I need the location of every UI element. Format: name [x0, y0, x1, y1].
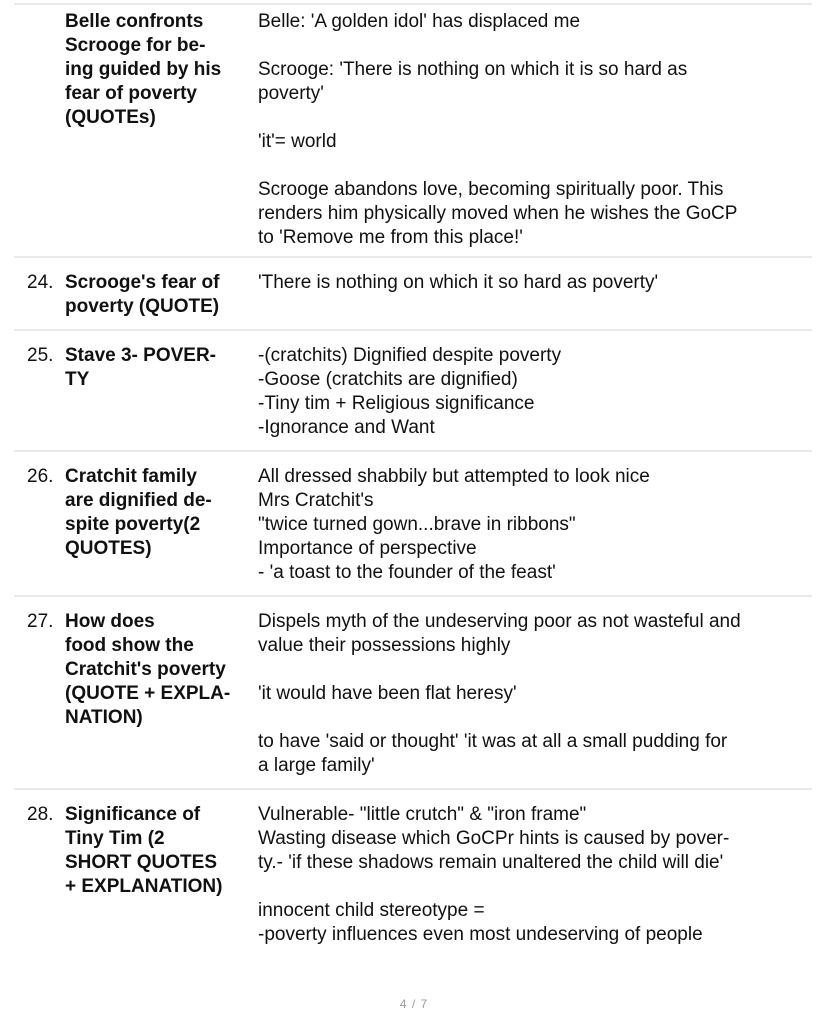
text-line: 'There is nothing on which it so hard as poverty' [258, 272, 659, 293]
text-line: Importance of perspective [258, 538, 477, 559]
term-title [65, 610, 258, 778]
study-set-document-page [0, 3, 828, 1011]
text-line: Belle confronts [65, 11, 204, 32]
text-line: "twice turned gown...brave in ribbons" [258, 514, 576, 535]
flashcard-row [14, 597, 812, 790]
text-line [258, 106, 812, 130]
text-line: NATION) [65, 707, 143, 728]
row-number: 25. [27, 345, 54, 366]
text-line: Scrooge's fear of [65, 272, 220, 293]
text-line: -(cratchits) Dignified despite poverty [258, 345, 562, 366]
text-line: poverty' [258, 83, 324, 104]
text-line: 'it'= world [258, 131, 337, 152]
text-line: SHORT QUOTES [65, 852, 218, 873]
text-line: -Ignorance and Want [258, 417, 435, 438]
text-line: + EXPLANATION) [65, 876, 223, 897]
text-line: ty.- 'if these shadows remain unaltered the child will die' [258, 852, 724, 873]
text-line: (QUOTEs) [65, 107, 156, 128]
row-number [27, 10, 65, 250]
text-line: Scrooge: 'There is nothing on which it is so hard as [258, 59, 688, 80]
text-line: Wasting disease which GoCPr hints is caused by pover- [258, 828, 730, 849]
text-line: spite poverty(2 [65, 514, 201, 535]
text-line: Vulnerable- "little crutch" & "iron frame" [258, 804, 587, 825]
text-line: -Goose (cratchits are dignified) [258, 369, 518, 390]
page-indicator: 4 / 7 [399, 997, 429, 1011]
text-line: Significance of [65, 804, 201, 825]
text-line: -poverty influences even most undeserving of people [258, 924, 703, 945]
flashcard-row [14, 331, 812, 452]
definition-text [258, 344, 812, 440]
definition-text [258, 610, 812, 778]
text-line: All dressed shabbily but attempted to look nice [258, 466, 650, 487]
text-line: Scrooge for be- [65, 35, 206, 56]
definition-text [258, 465, 812, 585]
row-number: 28. [27, 804, 54, 825]
flashcard-row [14, 452, 812, 597]
row-number: 24. [27, 272, 54, 293]
text-line: How does [65, 611, 155, 632]
term-title [65, 803, 258, 947]
text-line: to 'Remove me from this place!' [258, 227, 523, 248]
text-line: ing guided by his [65, 59, 222, 80]
term-title [65, 344, 258, 440]
text-line: fear of poverty [65, 83, 197, 104]
text-line [258, 34, 812, 58]
text-line: Stave 3- POVER- [65, 345, 216, 366]
text-line: QUOTES) [65, 538, 152, 559]
text-line: - 'a toast to the founder of the feast' [258, 562, 556, 583]
text-line: -Tiny tim + Religious significance [258, 393, 535, 414]
text-line: Scrooge abandons love, becoming spiritually poor. This [258, 179, 724, 200]
term-title [65, 271, 258, 319]
row-number: 26. [27, 466, 54, 487]
definition-text [258, 10, 812, 250]
text-line: poverty (QUOTE) [65, 296, 220, 317]
text-line: Cratchit's poverty [65, 659, 226, 680]
flashcard-row [14, 258, 812, 331]
text-line: renders him physically moved when he wishes the GoCP [258, 203, 738, 224]
flashcard-row [14, 5, 812, 258]
text-line [258, 658, 812, 682]
text-line: Belle: 'A golden idol' has displaced me [258, 11, 581, 32]
text-line [258, 875, 812, 899]
text-line: TY [65, 369, 90, 390]
flashcard-row-list [14, 3, 812, 957]
text-line: value their possessions highly [258, 635, 511, 656]
definition-text [258, 803, 812, 947]
text-line: (QUOTE + EXPLA- [65, 683, 231, 704]
flashcard-row [14, 790, 812, 957]
text-line: Tiny Tim (2 [65, 828, 165, 849]
text-line: are dignified de- [65, 490, 212, 511]
text-line: Dispels myth of the undeserving poor as not wasteful and [258, 611, 741, 632]
text-line [258, 706, 812, 730]
text-line: food show the [65, 635, 194, 656]
term-title [65, 465, 258, 585]
text-line: 'it would have been flat heresy' [258, 683, 517, 704]
text-line: Cratchit family [65, 466, 197, 487]
term-title [65, 10, 258, 250]
text-line [258, 154, 812, 178]
text-line: a large family' [258, 755, 375, 776]
row-number: 27. [27, 611, 54, 632]
text-line: innocent child stereotype = [258, 900, 485, 921]
text-line: Mrs Cratchit's [258, 490, 374, 511]
definition-text [258, 271, 812, 319]
text-line: to have 'said or thought' 'it was at all a small pudding for [258, 731, 728, 752]
